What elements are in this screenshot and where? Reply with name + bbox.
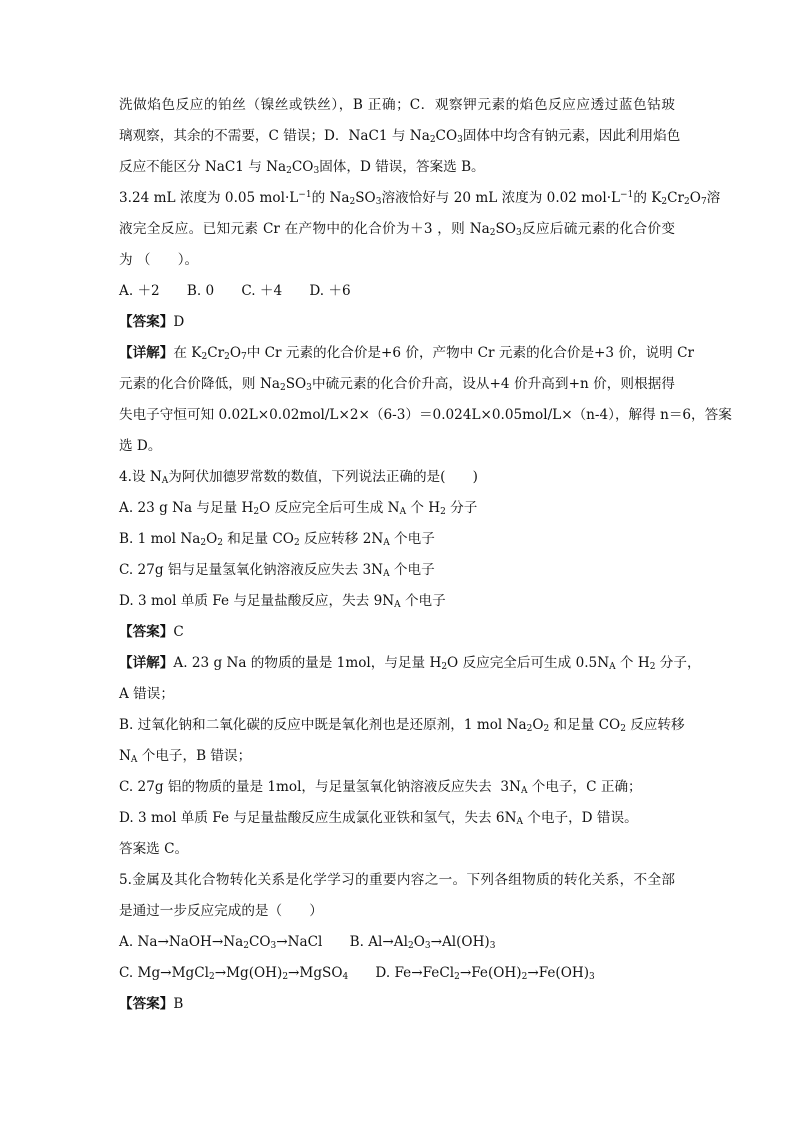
explanation-line: 答案选 C。	[119, 841, 189, 857]
explanation-line: 失电子守恒可知 0.02L×0.02mol/L×2×（6-3）＝0.024L×0.05mol/L×（n-4），解得 n＝6，答案	[119, 407, 732, 423]
explanation-line: C. 27g 铝的物质的量是 1mol，与足量氢氧化钠溶液反应失去 $3N_A$ 个电子，C 正确；	[119, 779, 642, 796]
answer-line: 【答案】D	[119, 314, 185, 330]
question-4-option-d: D. 3 mol 单质 Fe 与足量盐酸反应，失去 $9N_A$ 个电子	[119, 593, 446, 610]
text-line: 反应不能区分 NaC1 与 $Na_2CO_3$固体，D 错误，答案选 B。	[119, 159, 485, 176]
explanation-line: 元素的化合价降低，则 $Na_2SO_3$中硫元素的化合价升高，设从+4 价升高到+n 价，则根据得	[119, 376, 675, 393]
question-4-option-c: C. 27g 铝与足量氢氧化钠溶液反应失去 $3N_A$ 个电子	[119, 562, 435, 579]
explanation-line: 选 D。	[119, 438, 162, 454]
answer-line: 【答案】C	[119, 624, 184, 640]
question-5-options-cd: C. $Mg\to MgCl_2\to Mg(OH)_2\to MgSO_4$ D. $Fe\to FeCl_2\to Fe(OH)_2\to Fe(OH)_3$	[119, 965, 595, 982]
explanation-line: $N_A$ 个电子，B 错误；	[119, 748, 252, 765]
explanation-line: 【详解】在 $K_2Cr_2O_7$中 Cr 元素的化合价是+6 价，产物中 Cr 元素的化合价是+3 价，说明 Cr	[119, 345, 694, 362]
explanation-line: B. 过氧化钠和二氧化碳的反应中既是氧化剂也是还原剂，1 mol $Na_2O_2$ 和足量 $CO_2$ 反应转移	[119, 717, 685, 734]
explanation-line: 【详解】A. 23 g Na 的物质的量是 1mol，与足量 $H_2O$ 反应完全后可生成 $0.5N_A$ 个 $H_2$ 分子，	[119, 655, 701, 672]
explanation-line: A 错误；	[119, 686, 174, 702]
question-5-stem: 5.金属及其化合物转化关系是化学学习的重要内容之一。下列各组物质的转化关系，不全部	[119, 872, 675, 888]
question-5-options-ab: A. $Na\to NaOH\to Na_2CO_3\to NaCl$ B. $Al\to Al_2O_3\to Al(OH)_3$	[119, 934, 496, 951]
text-line: 洗做焰色反应的铂丝（镍丝或铁丝），B 正确；C．观察钾元素的焰色反应应透过蓝色钴玻	[119, 97, 675, 113]
question-3-stem: 3.24 mL 浓度为 0.05 $mol\cdot L^{-1}$的 $Na_2SO_3$溶液恰好与 20 mL 浓度为 0.02 $mol\cdot L^{-1}$的 $K_2Cr_2O_7$溶	[119, 190, 721, 207]
answer-line: 【答案】B	[119, 996, 184, 1012]
question-4-stem: 4.设 $N_A$为阿伏加德罗常数的数值，下列说法正确的是( )	[119, 469, 478, 486]
explanation-line: D. 3 mol 单质 Fe 与足量盐酸反应生成氯化亚铁和氢气，失去 $6N_A$ 个电子，D 错误。	[119, 810, 638, 827]
question-4-option-b: B. 1 mol $Na_2O_2$ 和足量 $CO_2$ 反应转移 $2N_A$ 个电子	[119, 531, 435, 548]
question-3-stem: 液完全反应。已知元素 Cr 在产物中的化合价为＋3 ，则 $Na_2SO_3$反应后硫元素的化合价变	[119, 221, 675, 238]
question-5-stem: 是通过一步反应完成的是（ ）	[119, 903, 323, 919]
question-3-options: A. ＋2 B. 0 C. ＋4 D. ＋6	[119, 283, 351, 299]
question-4-option-a: A. 23 g Na 与足量 $H_2O$ 反应完全后可生成 $N_A$ 个 $H_2$ 分子	[119, 500, 478, 517]
text-line: 璃观察，其余的不需要，C 错误；D．NaC1 与 $Na_2CO_3$固体中均含有钠元素，因此利用焰色	[119, 128, 681, 145]
question-3-stem: 为 （ ）。	[119, 252, 199, 268]
